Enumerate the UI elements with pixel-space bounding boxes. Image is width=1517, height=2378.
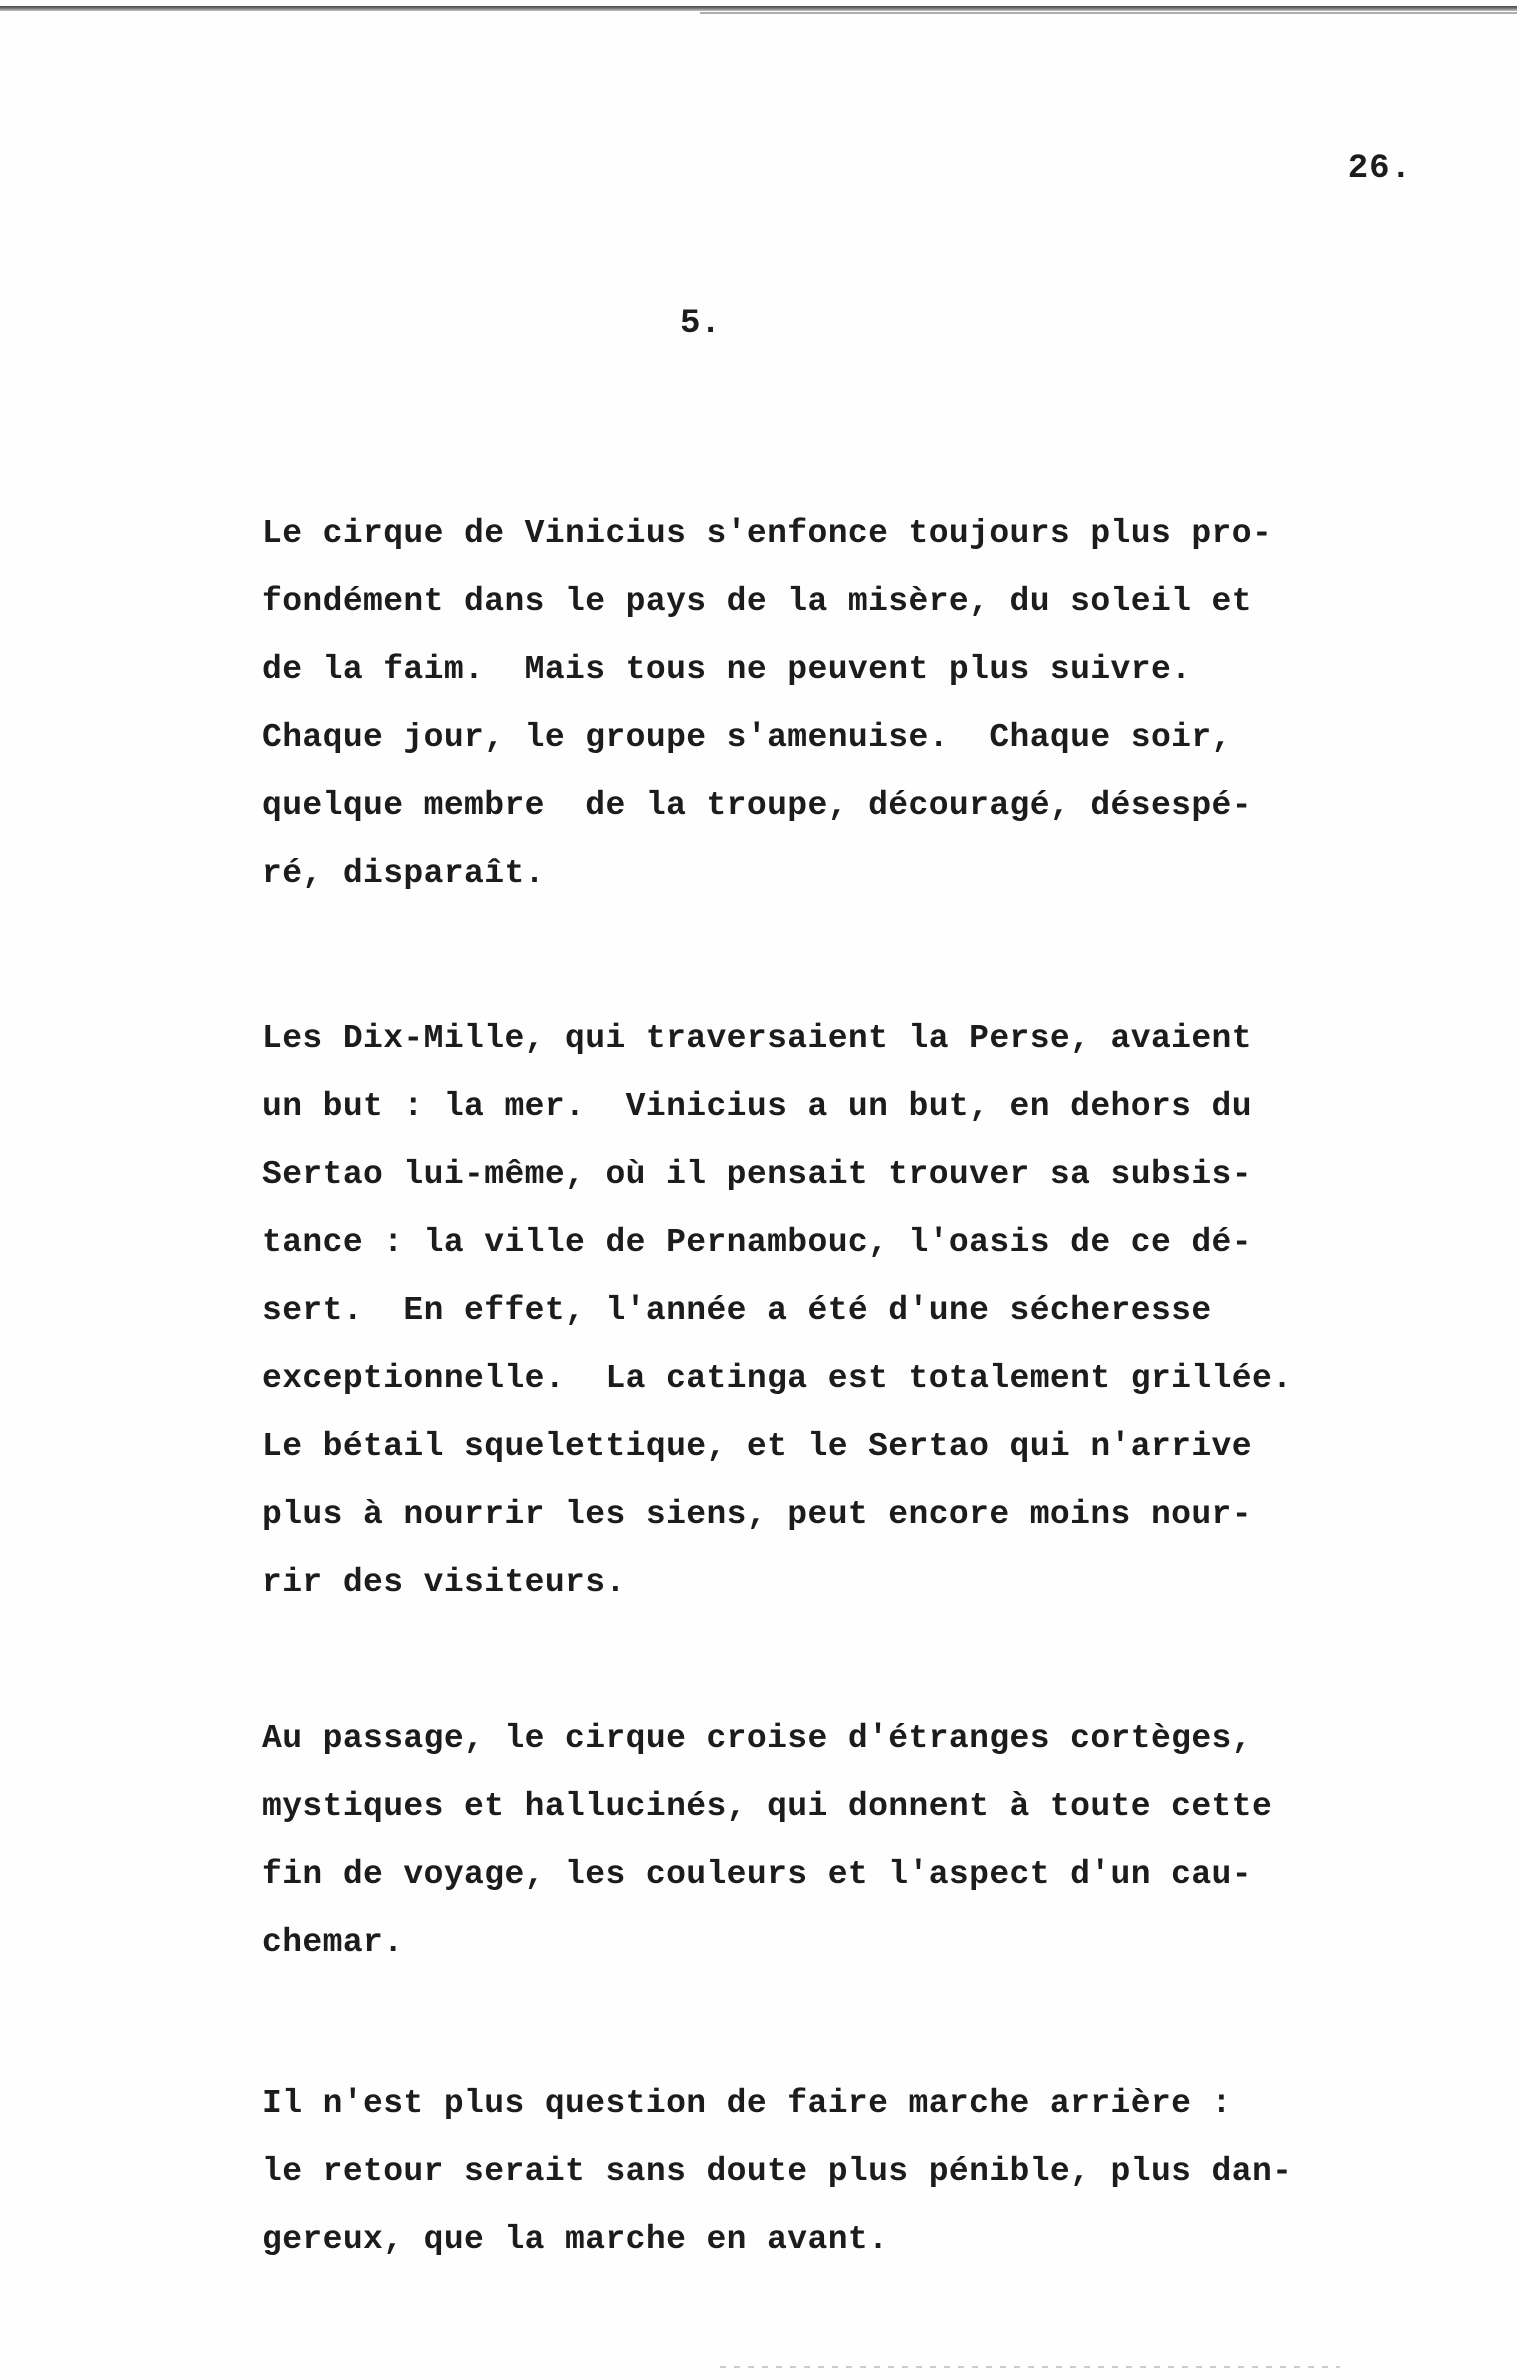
text-line: sert. En effet, l'année a été d'une sécheresse — [262, 1292, 1212, 1329]
text-line: chemar. — [262, 1924, 404, 1961]
paragraph-3 — [262, 1705, 1322, 1977]
text-line: Sertao lui-même, où il pensait trouver sa subsis- — [262, 1156, 1252, 1193]
text-line: rir des visiteurs. — [262, 1564, 626, 1601]
paragraph-2 — [262, 1005, 1322, 1617]
text-line: fondément dans le pays de la misère, du soleil et — [262, 583, 1252, 620]
text-line: Le bétail squelettique, et le Sertao qui n'arrive — [262, 1428, 1252, 1465]
paragraph-4 — [262, 2070, 1322, 2274]
text-line: Il n'est plus question de faire marche arrière : — [262, 2085, 1232, 2122]
text-line: plus à nourrir les siens, peut encore moins nour- — [262, 1496, 1252, 1533]
text-line: quelque membre de la troupe, découragé, désespé- — [262, 787, 1252, 824]
text-line: Le cirque de Vinicius s'enfonce toujours plus pro- — [262, 515, 1273, 552]
text-line: gereux, que la marche en avant. — [262, 2221, 889, 2258]
top-edge-rule-secondary — [700, 12, 1517, 14]
text-line: le retour serait sans doute plus pénible, plus dan- — [262, 2153, 1293, 2190]
text-line: mystiques et hallucinés, qui donnent à toute cette — [262, 1788, 1273, 1825]
text-line: Les Dix-Mille, qui traversaient la Perse, avaient — [262, 1020, 1252, 1057]
section-number: 5. — [680, 305, 721, 343]
text-line: Chaque jour, le groupe s'amenuise. Chaque soir, — [262, 719, 1232, 756]
text-line: un but : la mer. Vinicius a un but, en dehors du — [262, 1088, 1252, 1125]
text-line: exceptionnelle. La catinga est totalement grillée. — [262, 1360, 1293, 1397]
text-line: tance : la ville de Pernambouc, l'oasis de ce dé- — [262, 1224, 1252, 1261]
text-line: de la faim. Mais tous ne peuvent plus suivre. — [262, 651, 1192, 688]
bottom-edge-specks — [720, 2366, 1340, 2368]
top-edge-rule — [0, 6, 1517, 11]
page-number: 26. — [1347, 150, 1412, 188]
text-line: ré, disparaît. — [262, 855, 545, 892]
text-line: Au passage, le cirque croise d'étranges cortèges, — [262, 1720, 1252, 1757]
text-line: fin de voyage, les couleurs et l'aspect d'un cau- — [262, 1856, 1252, 1893]
paragraph-1 — [262, 500, 1322, 908]
